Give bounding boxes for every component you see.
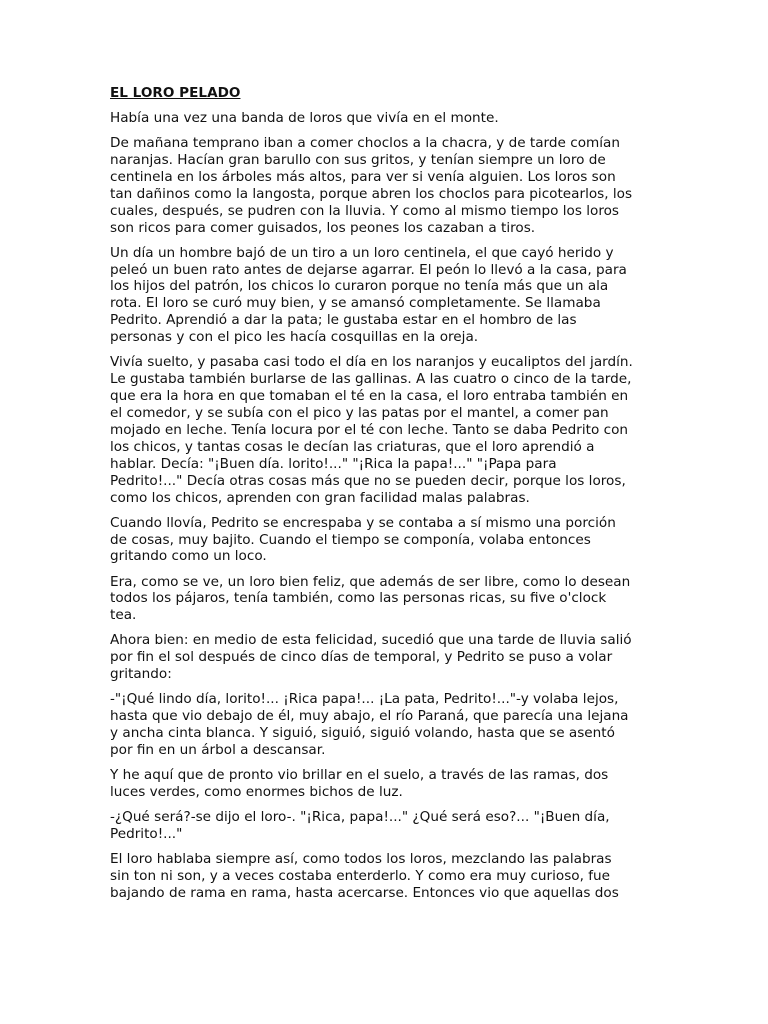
paragraph: El loro hablaba siempre así, como todos los loros, mezclando las palabras sin ton ni son, y a veces costaba enterderlo. Y como era muy curioso, fue bajando de rama en rama, hasta acercarse. Entonces vio que aquellas dos xyxy=(110,851,619,901)
paragraph: Un día un hombre bajó de un tiro a un loro centinela, el que cayó herido y peleó un buen rato antes de dejarse agarrar. El peón lo llevó a la casa, para los hijos del patrón, los chicos lo curaron porque no tenía más que un ala rota. El loro se curó muy bien, y se amansó completamente. Se llamaba Pedrito. Aprendió a dar la pata; le gustaba estar en el hombro de las personas y con el pico les hacía cosquillas en la oreja. xyxy=(110,244,627,346)
paragraph: -"¡Qué lindo día, lorito!... ¡Rica papa!... ¡La pata, Pedrito!..."-y volaba lejos, hasta que vio debajo de él, muy abajo, el río Paraná, que parecía una lejana y ancha cinta blanca. Y siguió, siguió, siguió volando, hasta que se asentó por fin en un árbol a descansar. xyxy=(110,691,629,759)
paragraph: Cuando llovía, Pedrito se encrespaba y se contaba a sí mismo una porción de cosas, muy bajito. Cuando el tiempo se componía, volaba entonces gritando como un loco. xyxy=(110,514,616,565)
paragraph: Ahora bien: en medio de esta felicidad, sucedió que una tarde de lluvia salió por fin el sol después de cinco días de temporal, y Pedrito se puso a volar gritando: xyxy=(110,632,632,683)
paragraph: Y he aquí que de pronto vio brillar en el suelo, a través de las ramas, dos luces verdes, como enormes bichos de luz. xyxy=(110,767,609,801)
paragraph: Había una vez una banda de loros que vivía en el monte. xyxy=(110,109,499,126)
paragraph: -¿Qué será?-se dijo el loro-. "¡Rica, papa!..." ¿Qué será eso?... "¡Buen día, Pedrito!..." xyxy=(110,809,610,843)
document-page xyxy=(110,85,658,910)
document-title: EL LORO PELADO xyxy=(110,85,241,101)
paragraph: Vivía suelto, y pasaba casi todo el día en los naranjos y eucaliptos del jardín. Le gustaba también burlarse de las gallinas. A las cuatro o cinco de la tarde, que era la hora en que tomaban el té en la casa, el loro entraba también en el comedor, y se subía con el pico y las patas por el mantel, a comer pan mojado en leche. Tenía locura por el té con leche. Tanto se daba Pedrito con los chicos, y tantas cosas le decían las criaturas, que el loro aprendió a hablar. Decía: "¡Buen día. lorito!..." "¡Rica la papa!..." "¡Papa para Pedrito!..." Decía otras cosas más que no se pueden decir, porque los loros, como los chicos, aprenden con gran facilidad malas palabras. xyxy=(110,354,633,506)
paragraph: De mañana temprano iban a comer choclos a la chacra, y de tarde comían naranjas. Hacían gran barullo con sus gritos, y tenían siempre un loro de centinela en los árboles más altos, para ver si venía alguien. Los loros son tan dañinos como la langosta, porque abren los choclos para picotearlos, los cuales, después, se pudren con la lluvia. Y como al mismo tiempo los loros son ricos para comer guisados, los peones los cazaban a tiros. xyxy=(110,135,633,236)
paragraph: Era, como se ve, un loro bien feliz, que además de ser libre, como lo desean todos los pájaros, tenía también, como las personas ricas, su five o'clock tea. xyxy=(110,573,631,624)
